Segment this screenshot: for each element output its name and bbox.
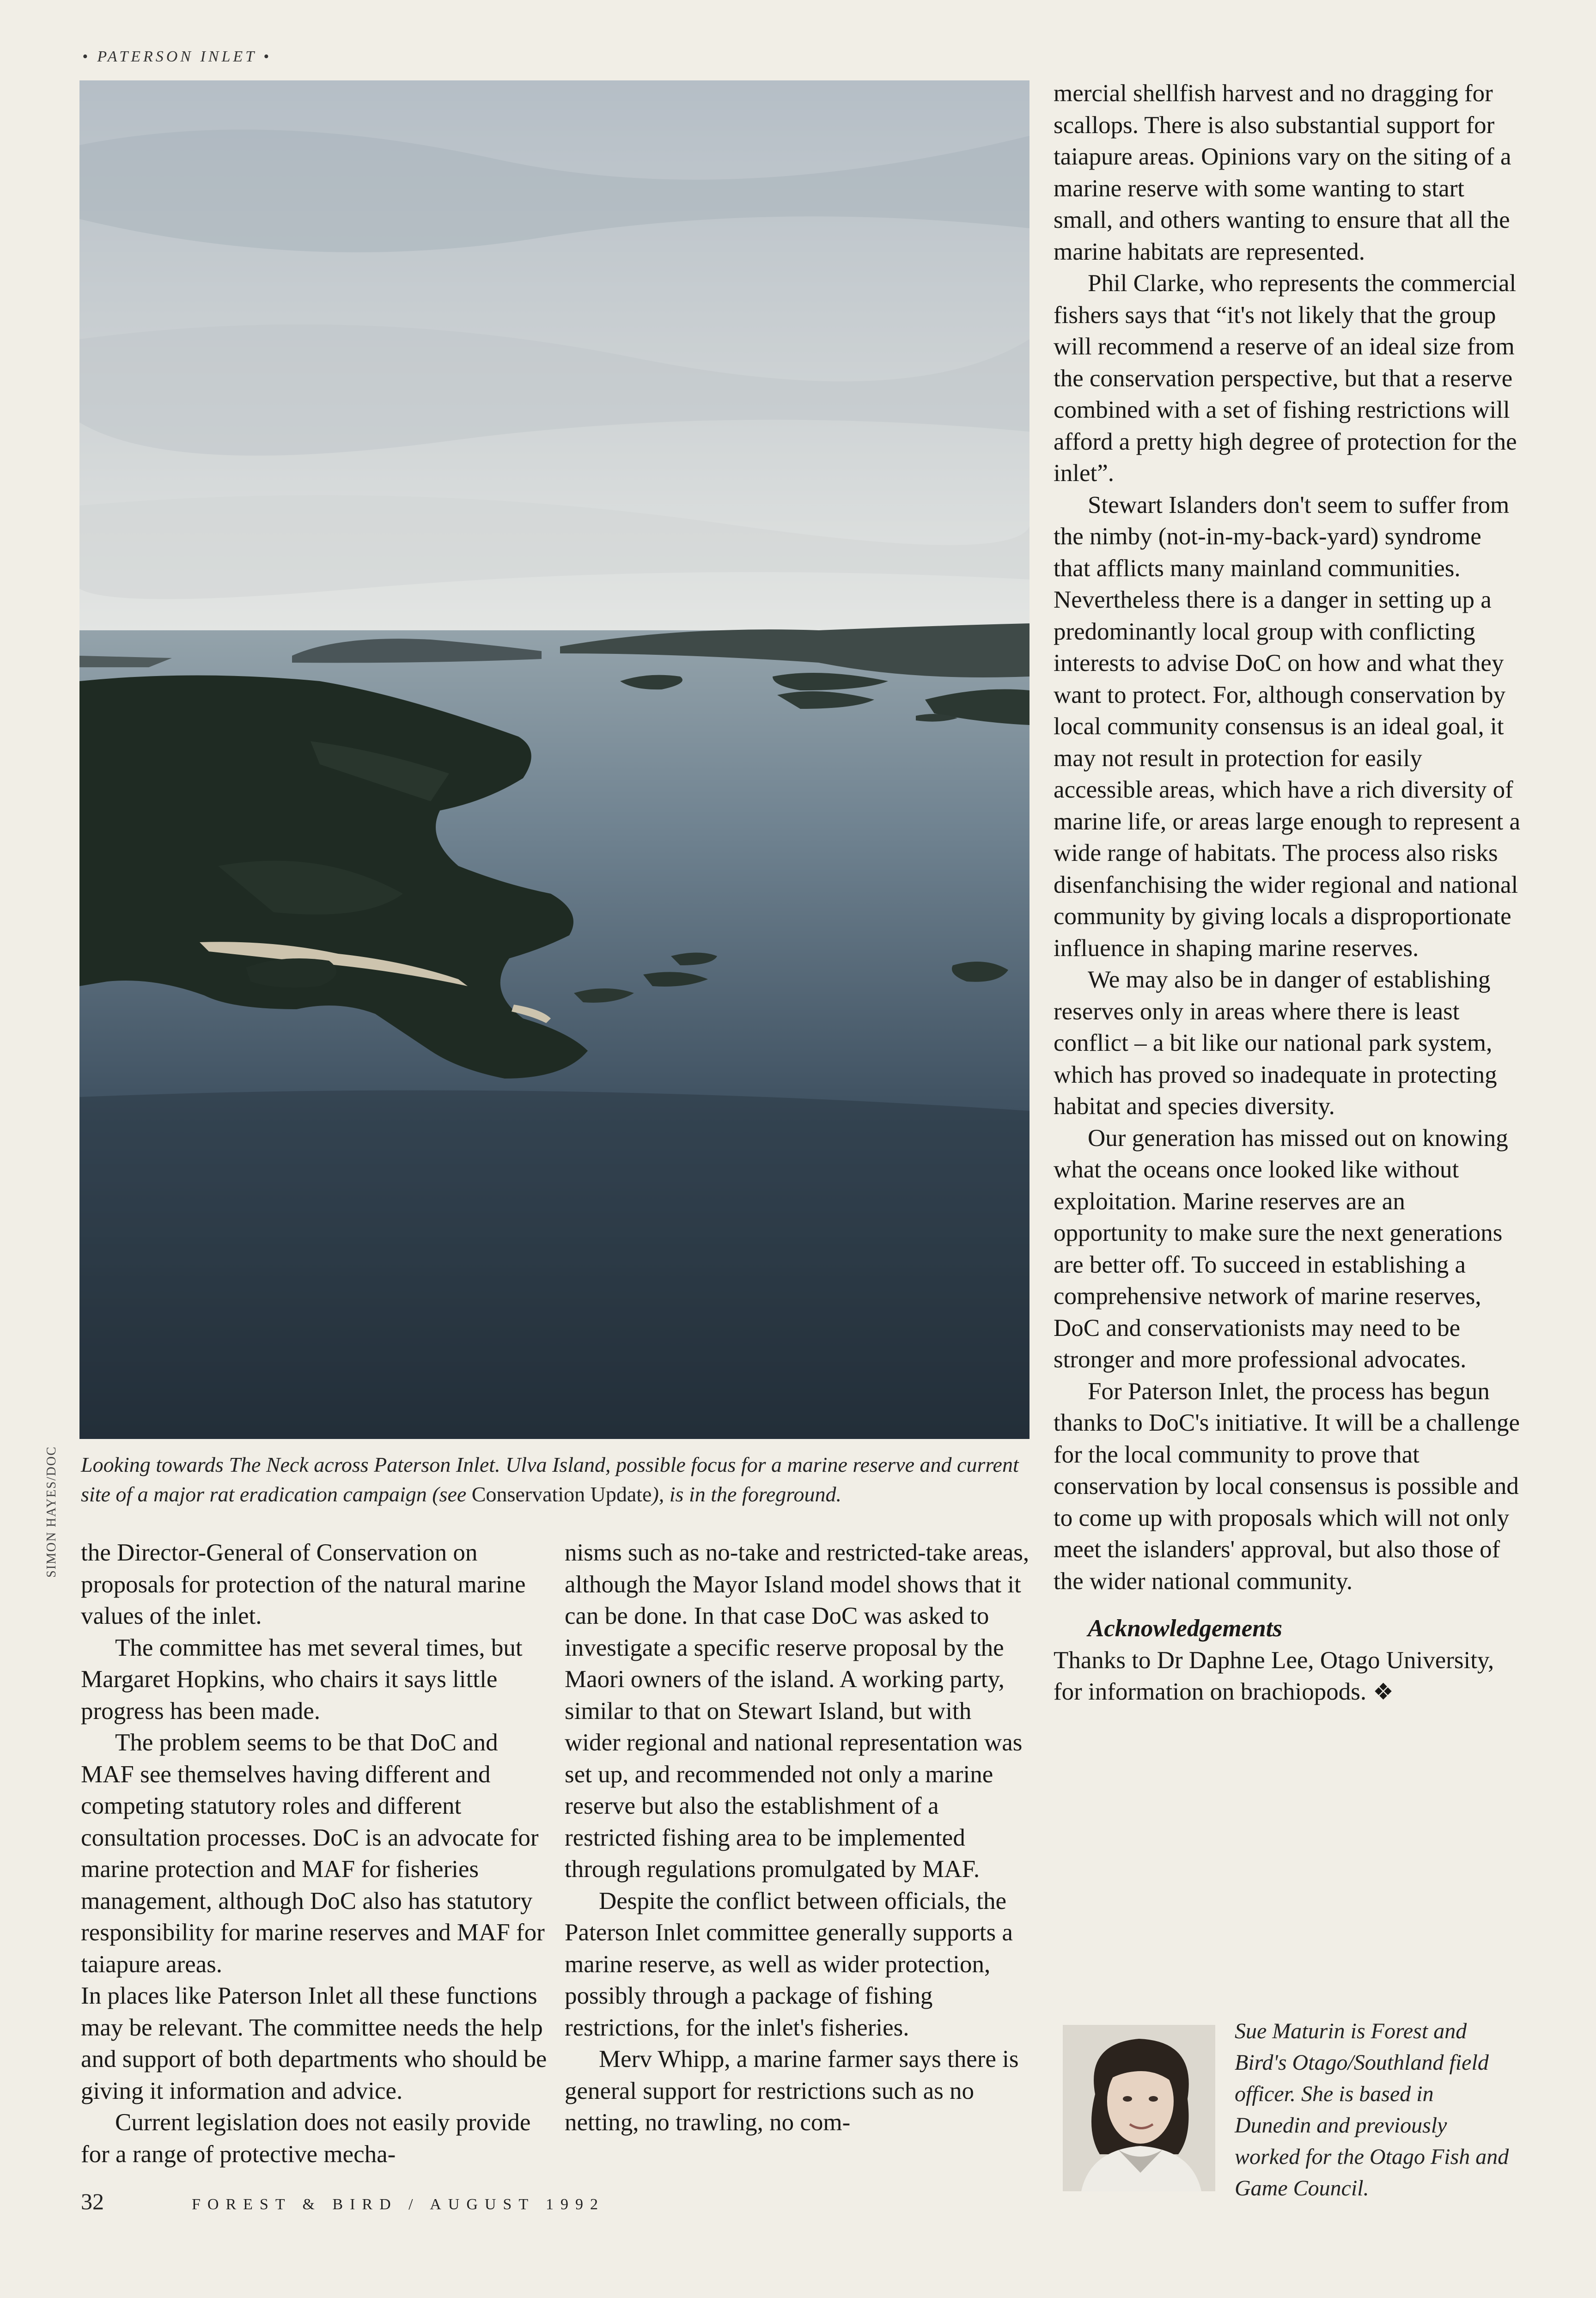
acknowledgements-heading: Acknowledgements (1088, 1615, 1283, 1642)
paragraph: Stewart Islanders don't seem to suffer from the nimby (not-in-my-back-yard) syndrome that afflicts many mainland communities. Nevertheless there is a danger in setting up a predominantly local group with conflicting interests to advise DoC on how and what they want to protect. For, although conservation by local community consensus is an ideal goal, it may not result in protection for easily accessible areas, which have a rich diversity of marine life, or areas large enough to represent a wide range of habitats. The process also risks disenfanchising the wider regional and national community by giving locals a disproportionate influence in shaping marine reserves. (1054, 491, 1520, 962)
paragraph: We may also be in danger of establishing reserves only in areas where there is least conflict – a bit like our national park system, which has proved so inadequate in protecting habitat and species diversity. (1054, 966, 1497, 1120)
article-column-3 (1054, 78, 1520, 1708)
aerial-photo-paterson-inlet (79, 80, 1029, 1439)
article-column-1 (81, 1537, 548, 2170)
paragraph: nisms such as no-take and restricted-take areas, although the Mayor Island model shows that it can be done. In that case DoC was asked to investigate a specific reserve proposal by the Maori owners of the island. A working party, similar to that on Stewart Island, but with wider regional and national representation was set up, and recommended not only a marine reserve but also the establishment of a restricted fishing area to be implemented through regulations promulgated by MAF. (565, 1539, 1029, 1883)
paragraph: For Paterson Inlet, the process has begun thanks to DoC's initiative. It will be a challenge for the local community to prove that conservation by local consensus is possible and to come up with proposals which will not only meet the islanders' approval, but also those of the wider national community. (1054, 1378, 1520, 1595)
article-column-2 (565, 1537, 1031, 2139)
photo-credit: SIMON HAYES/DOC (44, 1446, 59, 1578)
end-ornament-icon: ❖ (1373, 1679, 1394, 1705)
paragraph: In places like Paterson Inlet all these functions may be relevant. The committee needs the help and support of both departments who should be giving it information and advice. (81, 1982, 547, 2104)
section-header: • PATERSON INLET • (82, 48, 272, 65)
paragraph: The problem seems to be that DoC and MAF see themselves having different and competing statutory roles and different consultation processes. DoC is an advocate for marine protection and MAF for fisheries management, although DoC also has statutory responsibility for marine reserves and MAF for taiapure areas. (81, 1729, 545, 1978)
author-box (1063, 2011, 1525, 2205)
paragraph: Despite the conflict between officials, the Paterson Inlet committee generally supports a marine reserve, as well as wider protection, possibly through a package of fishing restrictions, for the inlet's fisheries. (565, 1887, 1013, 2041)
paragraph: the Director-General of Conservation on proposals for protection of the natural marine values of the inlet. (81, 1539, 526, 1629)
paragraph: Merv Whipp, a marine farmer says there is general support for restrictions such as no netting, no trawling, no com- (565, 2046, 1019, 2136)
paragraph: The committee has met several times, but Margaret Hopkins, who chairs it says little progress has been made. (81, 1634, 523, 1725)
paragraph: Current legislation does not easily provide for a range of protective mecha- (81, 2109, 531, 2168)
page-number: 32 (81, 2188, 104, 2214)
author-portrait (1063, 2025, 1215, 2191)
page-footer (81, 2188, 605, 2215)
author-bio: Sue Maturin is Forest and Bird's Otago/Southland field officer. She is based in Dunedin and previously worked for the Otago Fish and Game Council. (1235, 2019, 1509, 2200)
paragraph: Our generation has missed out on knowing what the oceans once looked like without exploitation. Marine reserves are an opportunity to make sure the next generations are better off. To succeed in establishing a comprehensive network of marine reserves, DoC and conservationists may need to be stronger and more professional advocates. (1054, 1124, 1508, 1373)
photo-caption: Looking towards The Neck across Paterson Inlet. Ulva Island, possible focus for a marine reserve and current site of a major rat eradication campaign (see Conservation Update), is in the foreground. (81, 1453, 1019, 1506)
running-title: FOREST & BIRD / AUGUST 1992 (192, 2196, 605, 2213)
paragraph: Phil Clarke, who represents the commercial fishers says that “it's not likely that the group will recommend a reserve of an ideal size from the conservation perspective, but that a reserve combined with a set of fishing restrictions will afford a pretty high degree of protection for the inlet”. (1054, 270, 1517, 487)
paragraph: mercial shellfish harvest and no dragging for scallops. There is also substantial support for taiapure areas. Opinions vary on the siting of a marine reserve with some wanting to start small, and others wanting to ensure that all the marine habitats are represented. (1054, 80, 1511, 265)
acknowledgements-text: Thanks to Dr Daphne Lee, Otago University, for information on brachiopods. ❖ (1054, 1646, 1494, 1705)
